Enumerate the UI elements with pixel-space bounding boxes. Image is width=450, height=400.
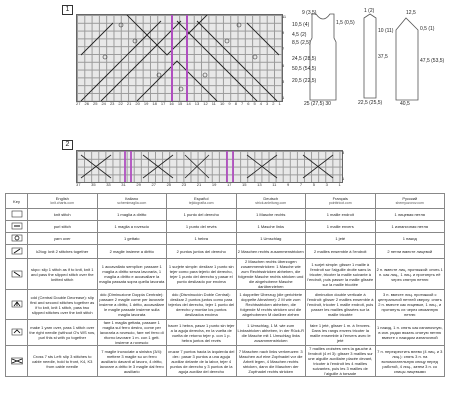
front-label-6: 24,5 (28,5)	[292, 56, 317, 62]
cross-symbol-icon	[6, 346, 28, 377]
sleeve-label-1: 1 (2)	[364, 8, 375, 14]
front-label-1: 9 (3,5)	[302, 10, 317, 16]
m1-symbol-icon	[6, 320, 28, 346]
sleeve-label-2: 12,5	[406, 10, 416, 16]
front-schematic	[290, 8, 355, 108]
sleeve-label-4: 37,5	[378, 54, 388, 60]
front-label-2: 10,5 (4)	[292, 22, 310, 28]
front-label-3: 1,5 (0,5)	[336, 20, 355, 26]
table-row: make 1 yarn over, pass 1 stitch over the right needle (without O's WS row, purl this st with yo together fare 1 maglia gettata, passare 1 maglia sul ferro destro, come per lavorarla a rovescio, fare nel ferro di ritorno lavorare 1 m. con 1 gett. insieme a rovescio hacer 1 hebra, pasar 1 punto sin tejer a la aguja derecha, en la vuelta de vuelta de retorno tejer p. con 1 p. hebra juntos del revés 1 Umschlag, 1 M. wie zum Linksstricken abheben, in der Rück-R die Masche mit 1 Umschlag links zusammenstricken faire 1 jeté, glisser 1 m. à l'envers. Dans les rangs envers tricoter la maille ensemble à l'envers avec le jeté 1 накид, 1 п. снять как изнаночную, в изн. рядах вязать снятую петлю вместе с накидом изнаночной	[6, 320, 445, 346]
front-label-4: 4,5 (2)	[292, 32, 307, 38]
table-row: purl stitch 1 maglia a rovescio 1 punto del revés 1 Masche links 1 maille envers 1 изнаночная петля	[6, 221, 445, 233]
chart-1-row-numbers: 11 9 7 5 3 1	[282, 14, 287, 100]
cdd-symbol-icon	[6, 290, 28, 320]
skpo-symbol-icon	[6, 259, 28, 290]
table-row: k2tog: knit 2 stitches together 2 maglie insieme a diritto 2 puntos juntos del derecho 2 Maschen rechts zusammenstricken 2 mailles ensemble à l'endroit 2 петли вместе лицевой	[6, 245, 445, 259]
front-label-8: 50,5 (54,5)	[292, 66, 317, 72]
chart-2-stitch-numbers: 37 35 33 31 29 27 25 23 21 19 17 15 13 11 9 7 5 3 1	[76, 182, 341, 187]
front-label-9: 25 (27,5) 30	[304, 101, 331, 107]
sleeve-label-7: 22,5 (25,5)	[358, 100, 383, 106]
chart-2-tag: 2	[62, 140, 73, 150]
stitch-chart-1	[76, 14, 283, 102]
chart-1-tag: 1	[62, 5, 73, 15]
stitch-key-table	[5, 193, 445, 377]
sleeve-label-3: 10 (11)	[378, 28, 394, 34]
k2tog-symbol-icon	[6, 245, 28, 259]
key-header: Deutsch strick.anleitung.com	[236, 194, 306, 209]
table-row: knit stitch 1 maglia a diritto 1 punto del derecho 1 Masche rechts 1 maille endroit 1 лицевая петля	[6, 209, 445, 221]
front-label-5: 8,5 (2,5)	[292, 40, 311, 46]
sleeve-label-5: 0,5 (1)	[420, 26, 435, 32]
table-row: skpo: slip 1 stitch as if to knit, knit 1 and pass the slipped stitch over the knitted stitch 1 accavallato semplice: passare 1 maglia a diritto senza lavorarla, 1 maglia a diritto e accavallare la maglia passata sopra quella lavorata 1 surjete simple: deslizar 1 punto sin tejer como para tejerlo del derecho, tejer 1 punto del derecho y pasar el punto deslizado por encima 2 Maschen rechts überzogen zusammenstricken: 1 Masche wie zum Rechtsstricken abheben, die folgende Masche rechts stricken und die abgehobene Masche darüberziehen 1 surjet simple: glisser 1 maille à l'endroit sur l'aiguille droite sans la tricoter, tricoter la maille suivante à l'endroit, puis passer la maille glissée sur la maille tricotée 2 п. вместе лиц. протяжкой: снять 1 п. как лиц., 1 лиц. и протянуть её через снятую петлю	[6, 259, 445, 290]
table-row: yarn over 1 gettato 1 hebra 1 Umschlag 1 jeté 1 накид	[6, 233, 445, 245]
key-header: Русский shemyuzorov.com	[375, 194, 445, 209]
chart-2-row-numbers: 3 1	[342, 150, 345, 181]
sleeve-label-6: 47,5 (53,5)	[420, 58, 445, 64]
key-header: Italiano schemimaglia.com	[97, 194, 167, 209]
table-row: cdd (Central Double Decrease): slip first and second stitches together as if to knit, knit 1 stitch, pass two slipped stitches over the knit stitch ddc (Diminuzione Doppia Centrale): passare 2 maglie come per lavorarle insieme a diritto, 1 dritto, accavallare le maglie passate insieme sulla maglia lavorata ddc (Disminución Doble Central): deslizar 2 puntos juntos como para tejerlos del derecho, tejer 1 punto del derecho y montar los puntos deslizados encima 1 doppelter Überzug (die gerichtete doppelte Abnahme): 2 M wie zum Rechtsstricken abheben, die folgende M rechts stricken und die abgehobenen M darüber ziehen diminution double verticale à l'endroit: glisser 2 mailles ensemble à l'endroit, tricoter 1 maille endroit, puis passer les mailles glissées sur la maille tricotée 3 п. вместе лиц. протяжкой с центральной петлей сверху: снять 2 п. вместе как лицевые, 1 лиц., и протянуть их через связанную петлю	[6, 290, 445, 320]
purl-symbol-icon	[6, 221, 28, 233]
key-header: Key	[6, 194, 28, 209]
chart-1-stitch-numbers: 27 26 25 24 23 22 21 20 19 18 17 16 15 14 13 12 11 10 9 8 7 6 5 4 3 2 1	[76, 101, 281, 106]
key-header: Español tejidografia.com	[167, 194, 237, 209]
sleeve-label-8: 40,5	[400, 101, 410, 107]
yarn-over-symbol-icon	[6, 233, 28, 245]
front-label-7: 20,5 (22,5)	[292, 78, 317, 84]
stitch-chart-2	[76, 150, 343, 183]
key-header: Français pointtricot.com	[306, 194, 376, 209]
key-header-row	[6, 194, 445, 209]
table-row: Cross 7 sts Left: slip 3 stitches to cable needle, hold to front, K4, K3 from cable needle 7 maglie incrociate a sinistra (3/4): mettere 3 maglie su un ferro ausiliario davanti al lavoro, 4 dritto, lavorare a dritto le 3 maglie dal ferro ausiliario cruzar 7 puntos hacia la izquierda del der.: pasar 3 puntos a una aguja auxiliar delante de la labor, tejer 4 puntos de derecho y 3 puntos de la aguja auxiliar del derecho 7 Maschen nach links verkreuzen: 3 Maschen auf eine Zopfnadel vor die Arbeit legen, 4 Maschen rechts stricken, dann die Maschen der Zopfnadel rechts stricken 7 mailles croisées vers la gauche à l'endroit (4 et 3): glisser 3 mailles sur une aiguille auxiliaire placée devant, tricoter à l'endroit les 4 mailles suivantes, puis les 3 mailles de l'aiguille à torsade 7 п. перекрестить влево (4 лиц. и 3 лиц.): снять 3 п. на вспомогательную спицу перед работой, 4 лиц., затем 3 п. со спицы лицевыми	[6, 346, 445, 377]
key-header: English knit.charts.com	[28, 194, 98, 209]
sleeve-schematic	[354, 8, 446, 108]
knit-symbol-icon	[6, 209, 28, 221]
